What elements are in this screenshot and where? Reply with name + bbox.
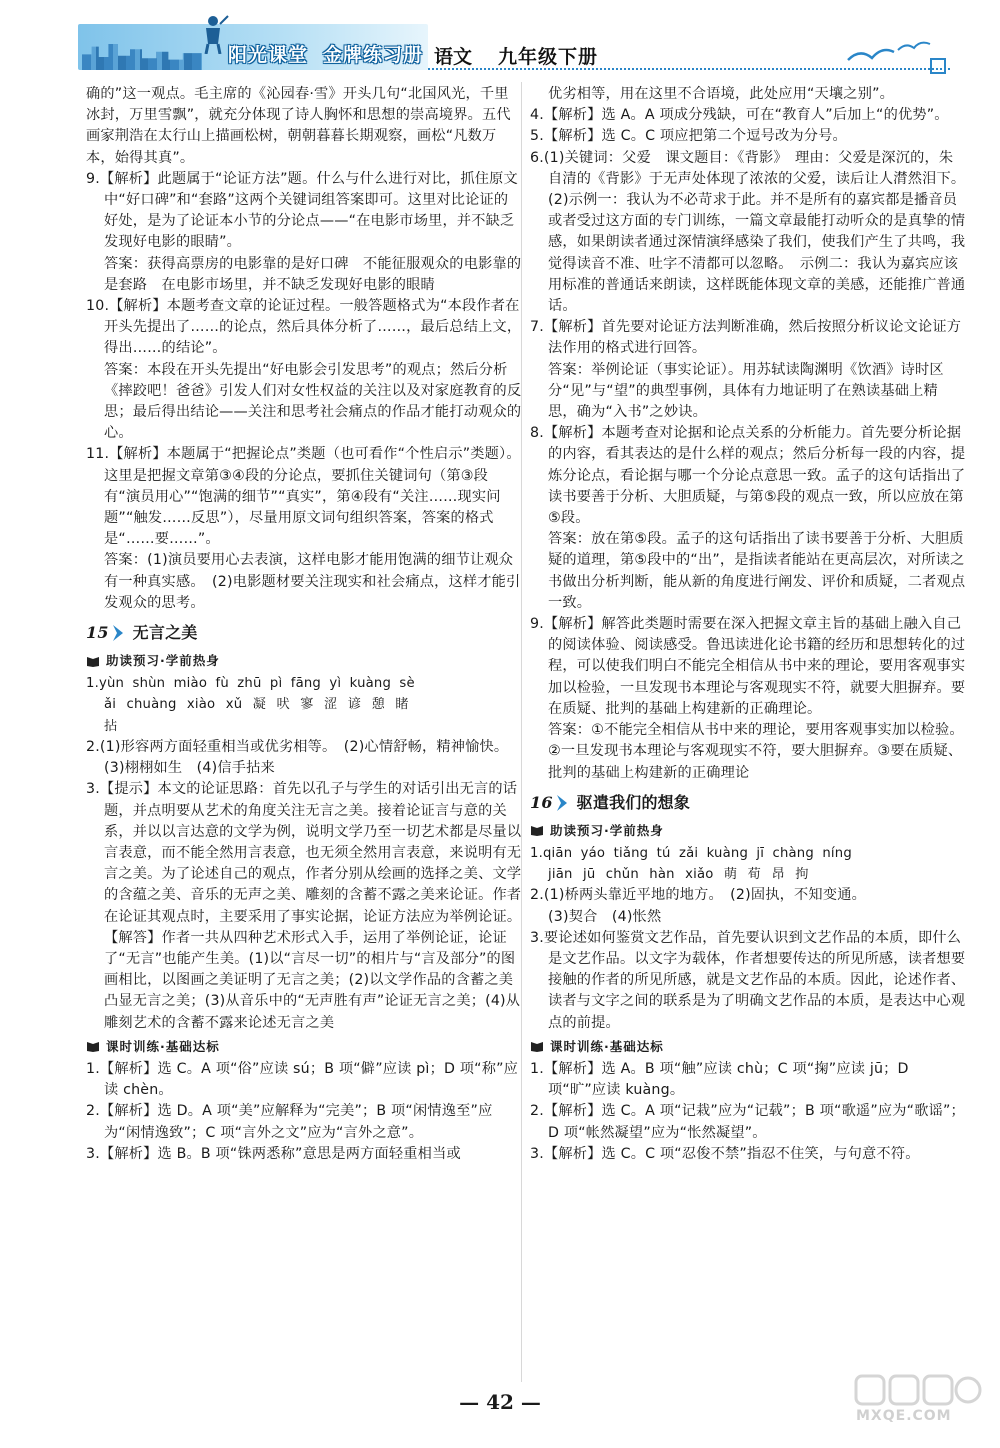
paragraph: 3.要论述如何鉴赏文艺作品，首先要认识到文艺作品的本质，即什么是文艺作品。以文字为载体，作者想要传达的所见所感，读者想要接触的作者的所见所感，就是文艺作品的本质。因此，论述作者、读者与文字之间的联系是为了明确文艺作品的本质，是表达中心观点的前提。 — [530, 929, 966, 1031]
section-heading-preview — [530, 820, 966, 841]
pinyin-line: 1.qiān yáo tiǎng tú zǎi kuàng jī chàng níng — [530, 845, 852, 861]
paragraph: 2.(1)形容两方面轻重相当或优劣相等。 (2)心情舒畅，精神愉快。 (3)栩栩如生 (4)信手拈来 — [86, 738, 516, 777]
book-icon — [86, 655, 100, 667]
lesson-number: 16 — [530, 793, 553, 813]
banner-title-main: 阳光课堂 — [228, 44, 309, 66]
paragraph: 4.【解析】选 A。A 项成分残缺，可在“教育人”后加上“的优势”。 — [530, 107, 949, 124]
paragraph: 3.【提示】本文的论证思路：首先以孔子与学生的对话引出无言的话题，并点明要从艺术的角度关注无言之美。接着论证言与意的关系，并以以言达意的文学为例，说明文学乃至一切艺术都是尽量以言表意，而不能全然用言表意，也无须全然用言表意，来说明有无言之美。为了论述自己的观点，作者分别从绘画的选择之美、文学的含蕴之美、音乐的无声之美、雕刻的含蓄不露之美来论证。作者在论证其观点时，主要采用了事实论据，论证方法应为举例论证。 — [86, 781, 522, 925]
header-banner — [78, 14, 950, 78]
section-heading-training — [530, 1036, 966, 1057]
paragraph: 11.【解析】本题属于“把握论点”类题（也可看作“个性启示”类题）。这里是把握文章第③④段的分论点，要抓住关键词句（第③段有“演员用心”“饱满的细节”“真实”，第④段有“关注……现实问题”“触发……反思”），尽量用原文词句组织答案，答案的格式是“……要……”。 — [86, 446, 521, 548]
book-icon — [86, 1040, 100, 1052]
paragraph: 答案：(1)演员要用心去表演，这样电影才能用饱满的细节让观众有一种真实感。 (2)电影题材要关注现实和社会痛点，这样才能引发观众的思考。 — [104, 552, 521, 611]
birds-icon — [838, 38, 938, 68]
paragraph: 8.【解析】本题考查对论据和论点关系的分析能力。首先要分析论据的内容，看其表达的是什么样的观点；然后分析每一段的内容，提炼分论点，看论据与哪一个分论点意思一致。孟子的这句话指出了读书要善于分析、大胆质疑，与第⑤段的观点一致，所以应放在第⑤段。 — [530, 425, 966, 527]
lesson-number: 15 — [86, 623, 109, 643]
left-column — [86, 84, 522, 1165]
pinyin-line: jiān jū chǔn hàn xiǎo 萌 荀 昂 拘 — [548, 867, 809, 883]
paragraph: 优劣相等，用在这里不合语境，此处应用“天壤之别”。 — [548, 86, 895, 102]
figure-icon — [196, 14, 230, 54]
paragraph: 答案：放在第⑤段。孟子的这句话指出了读书要善于分析、大胆质疑的道理，第⑤段中的“出”，是指读者能站在更高层次，对所读之书做出分析判断，能从新的角度进行阐发、评价和质疑，二者观点一致。 — [548, 531, 966, 611]
paragraph: 3.【解析】选 C。C 项“忍俊不禁”指忍不住笑，与句意不符。 — [530, 1145, 920, 1162]
paragraph: 7.【解析】首先要对论证方法判断准确，然后按照分析议论文论证方法作用的格式进行回答。 — [530, 319, 962, 357]
banner-subject: 语文 — [434, 46, 473, 68]
section-heading-preview — [86, 650, 522, 671]
chevron-icon — [111, 623, 127, 643]
lesson-16-heading — [530, 790, 966, 816]
paragraph: (2)示例一：我认为不必苛求于此。并不是所有的嘉宾都是播音员或者受过这方面的专门训练，一篇文章最能打动听众的是真挚的情感，如果朗读者通过深情演绎感染了我们，使我们产生了共鸣，我觉得读音不准、吐字不清都可以忽略。 示例二：我认为嘉宾应该用标准的普通话来朗读，这样既能体现文章的美感，还能推广普通话。 — [548, 192, 966, 315]
paragraph: 【解答】作者一共从四种艺术形式入手，运用了举例论证，论证了“无言”也能产生美。(1)以“言尽一切”的相片与“言及部分”的图画相比，以图画之美证明了无言之美；(2)以文学作品的含蓄之美凸显无言之美；(3)从音乐中的“无声胜有声”论证无言之美；(4)从雕刻艺术的含蓄不露来论述无言之美 — [104, 929, 521, 1031]
watermark-logo-icon — [852, 1372, 982, 1412]
page-number: — 42 — — [459, 1390, 541, 1414]
paragraph: (3)契合 (4)怅然 — [548, 908, 662, 925]
paragraph: 3.【解析】选 B。B 项“铢两悉称”意思是两方面轻重相当或 — [86, 1145, 461, 1162]
paragraph: 答案：①不能完全相信从书中来的理论，要用客观事实加以检验。②一旦发现书本理论与客观现实不符，要大胆摒弃。③要在质疑、批判的基础上构建新的正确理论 — [548, 722, 964, 781]
section-title: 课时训练·基础达标 — [106, 1038, 220, 1054]
watermark — [852, 1372, 982, 1432]
left-paragraphs — [86, 84, 522, 614]
paragraph: 2.【解析】选 C。A 项“记栽”应为“记载”；B 项“歌遥”应为“歌谣”；D 项“帐然凝望”应为“怅然凝望”。 — [530, 1103, 965, 1141]
pinyin-line: ǎi chuàng xiào xǔ 凝 吠 寥 涩 谚 憩 睹 — [104, 697, 409, 713]
paragraph: 2.【解析】选 D。A 项“美”应解释为“完美”；B 项“闲情逸至”应为“闲情逸致”；C 项“言外之文”应为“言外之意”。 — [86, 1103, 493, 1141]
paragraph: 答案：获得高票房的电影靠的是好口碑 不能征服观众的电影靠的是套路 在电影市场里，并不缺乏发现好电影的眼睛 — [104, 255, 522, 293]
section-title: 课时训练·基础达标 — [550, 1038, 664, 1054]
paragraph: 1.【解析】选 C。A 项“俗”应读 sú；B 项“僻”应读 pì；D 项“称”应读 chèn。 — [86, 1060, 519, 1099]
left-paragraphs-3 — [86, 1059, 522, 1165]
section-heading-training — [86, 1036, 522, 1057]
paragraph: 2.(1)桥两头靠近平地的地方。 (2)固执，不知变通。 — [530, 887, 866, 904]
pinyin-line: 1.yùn shùn miào fù zhū pì fāng yì kuàng sè — [86, 676, 415, 692]
paragraph: 9.【解析】解答此类题时需要在深入把握文章主旨的基础上融入自己的阅读体验、阅读感受。鲁迅读进化论书籍的经历和思想转化的过程，可以使我们明白不能完全相信从书中来的理论，要用客观事实加以检验，一旦发现书本理论与客观现实不符，就要大胆摒弃。要在质疑、批判的基础上构建新的正确理论。 — [530, 616, 966, 717]
banner-end-box — [930, 58, 946, 74]
lesson-15-heading — [86, 620, 522, 646]
lesson-title: 无言之美 — [132, 623, 198, 643]
paragraph: 答案：本段在开头先提出“好电影会引发思考”的观点；然后分析《摔跤吧！爸爸》引发人们对女性权益的关注以及对家庭教育的反思；最后得出结论——关注和思考社会痛点的作品才能打动观众的心。 — [104, 361, 522, 442]
banner-grade: 九年级下册 — [498, 46, 599, 68]
pinyin-line: 拈 — [104, 718, 118, 734]
book-icon — [530, 824, 544, 836]
paragraph: 10.【解析】本题考查文章的论证过程。一般答题格式为“本段作者在开头先提出了……的论点，然后具体分析了……，最后总结上文，得出……的结论”。 — [86, 298, 522, 357]
book-icon — [530, 1040, 544, 1052]
paragraph: 9.【解析】此题属于“论证方法”题。什么与什么进行对比，抓住原文中“好口碑”和“套路”这两个关键词组答案即可。这里对比论证的好处，是为了论证本小节的分论点——“在电影市场里，并不缺乏发现好电影的眼睛”。 — [86, 170, 518, 251]
right-paragraphs — [530, 84, 966, 784]
section-title: 助读预习·学前热身 — [550, 822, 664, 838]
paragraph: 确的”这一观点。毛主席的《沁园春·雪》开头几句“北国风光，千里冰封，万里雪飘”，就充分体现了诗人胸怀和思想的崇高境界。五代画家荆浩在太行山上描画松树，朝朝暮暮长期观察，画松“凡数万本，始得其真”。 — [86, 86, 511, 166]
chevron-icon — [555, 793, 571, 813]
right-paragraphs-2 — [530, 885, 966, 1033]
paragraph: 6.(1)关键词：父爱 课文题目：《背影》 理由：父爱是深沉的，朱自清的《背影》于无声处体现了浓浓的父爱，读后让人潸然泪下。 — [530, 149, 966, 187]
banner-dotted-rule — [428, 68, 950, 70]
paragraph: 1.【解析】选 A。B 项“触”应读 chù；C 项“掬”应读 jū；D 项“旷”应读 kuàng。 — [530, 1060, 909, 1099]
left-paragraphs-2 — [86, 737, 522, 1034]
right-column — [530, 84, 966, 1165]
banner-title-sub: 金牌练习册 — [323, 44, 424, 66]
watermark-text: MXQE.COM — [856, 1408, 952, 1424]
lesson-title: 驱遣我们的想象 — [576, 793, 691, 813]
section-title: 助读预习·学前热身 — [106, 653, 220, 669]
right-paragraphs-3 — [530, 1059, 966, 1165]
paragraph: 答案：举例论证（事实论证）。用苏轼读陶渊明《饮酒》诗时区分“见”与“望”的典型事例，具体有力地证明了在熟读基础上精思，确为“入书”之妙诀。 — [548, 361, 944, 421]
paragraph: 5.【解析】选 C。C 项应把第二个逗号改为分号。 — [530, 128, 847, 145]
